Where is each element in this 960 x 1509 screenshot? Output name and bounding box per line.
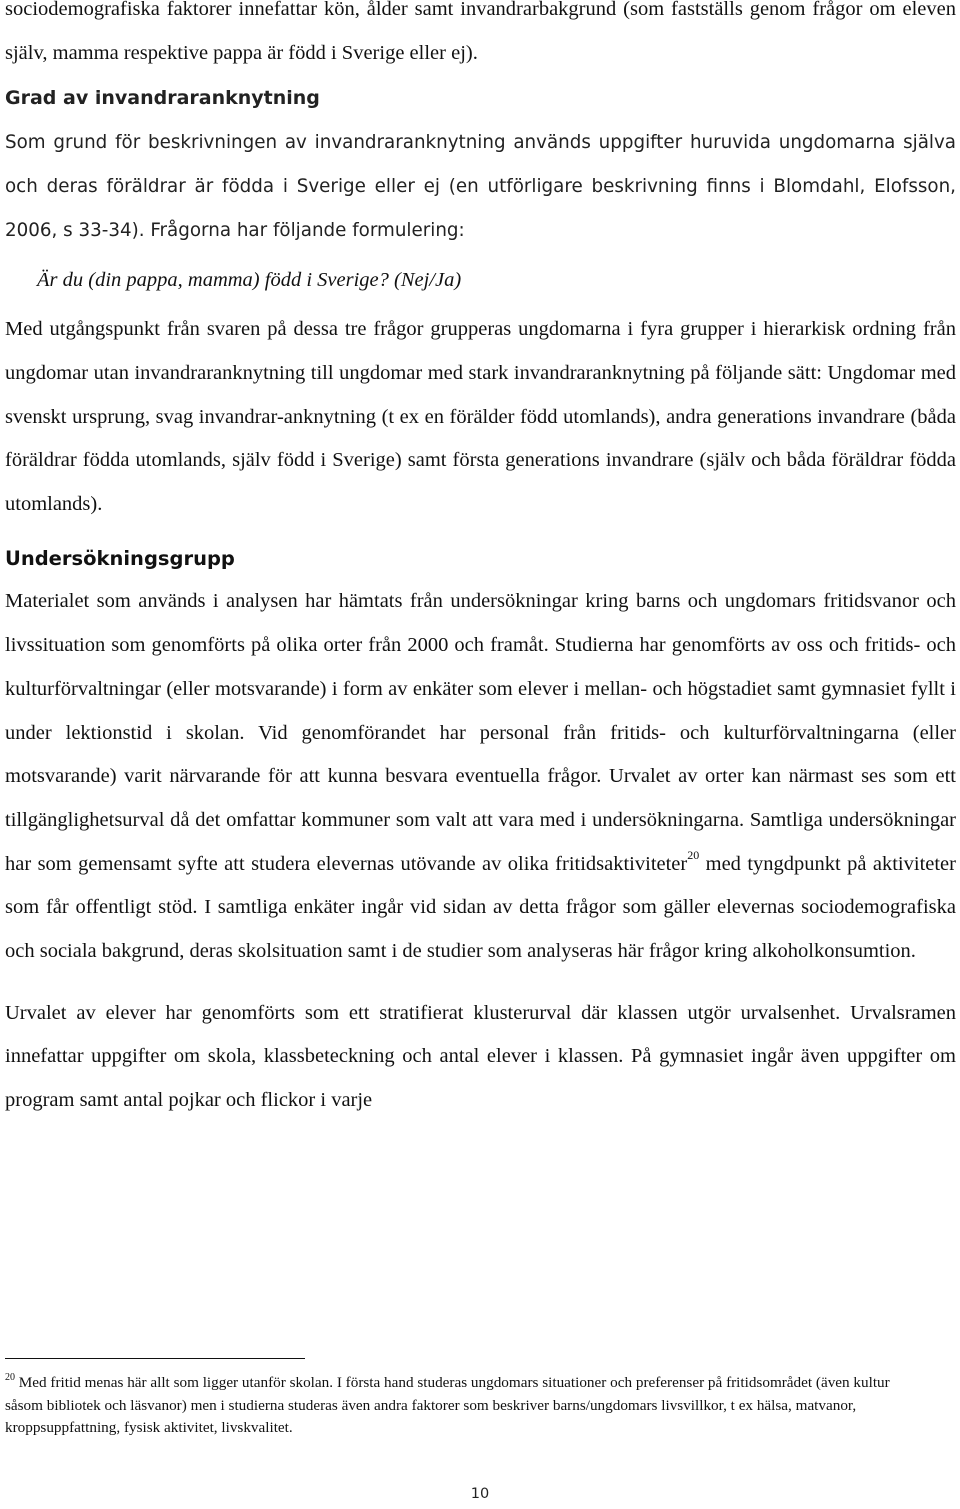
survey-question: Är du (din pappa, mamma) född i Sverige? (Nej/Ja) (37, 269, 462, 292)
paragraph-material-continued: med tyngdpunkt på aktiviteter som får offentligt stöd. I samtliga enkäter ingår vid sidan av detta frågor som gäller elevernas sociodemografiska och sociala bakgrund, deras skolsituation samt i de studier som analyseras här frågor kring alkoholkonsumtion. (5, 852, 956, 963)
page-number: 10 (470, 1486, 490, 1502)
subheading-immigrant-background: Grad av invandraranknytning (5, 87, 320, 110)
paragraph-sample: Urvalet av elever har genomförts som ett stratifierat klusterurval där klassen utgör urvalsenhet. Urvalsramen innefattar uppgifter om skola, klassbeteckning och antal elever i klassen. På gymnasiet ingår även uppgifter om program samt antal pojkar och flickor i varje (5, 1001, 956, 1112)
footnote-reference[interactable]: 20 (687, 847, 700, 862)
paragraph-grade-part2: Frågorna har följande formulering: (150, 219, 465, 241)
footnote (5, 1372, 925, 1440)
section-heading-study-group: Undersökningsgrupp (5, 546, 235, 570)
paragraph-grade-part1: Som grund för beskrivningen av invandraranknytning används uppgifter huruvida ungdomarna själva och deras föräldrar är födda i Sverige eller ej (en utförligare beskrivning finns i Blomdahl, Elofsson, 2006, s 33-34). (5, 132, 956, 241)
paragraph-immigrant-background (5, 121, 956, 252)
paragraph-material-text: Materialet som används i analysen har hämtats från undersökningar kring barns och ungdomars fritidsvanor och livssituation som genomförts på olika orter från 2000 och framåt. Studierna har genomförts av oss och fritids- och kulturförvaltningar (eller motsvarande) i form av enkäter som elever i mellan- och högstadiet samt gymnasiet fyllt i under lektionstid i skolan. Vid genomförandet har personal från fritids- och kulturförvaltningarna (eller motsvarande) varit närvarande för att kunna besvara eventuella frågor. Urvalet av orter kan närmast ses som ett tillgänglighetsurval då det omfattar kommuner som valt att vara med i undersökningarna. Samtliga undersökningar har som gemensamt syfte att studera elevernas utövande av olika fritidsaktiviteter (5, 590, 956, 875)
paragraph-material (5, 580, 956, 973)
document-page (5, 0, 956, 1123)
footnote-number: 20 (5, 1372, 15, 1383)
footnote-separator (5, 1358, 305, 1359)
intro-paragraph: sociodemografiska faktorer innefattar kön, ålder samt invandrarbakgrund (som fastställs genom frågor om eleven själv, mamma respektive pappa är född i Sverige eller ej). (5, 0, 956, 64)
paragraph-groups: Med utgångspunkt från svaren på dessa tre frågor grupperas ungdomarna i fyra grupper i hierarkisk ordning från ungdomar utan invandraranknytning till ungdomar med stark invandraranknytning på följande sätt: Ungdomar med svenskt ursprung, svag invandrar-anknytning (t ex en förälder född utomlands), andra generations invandrare (båda föräldrar födda utomlands, själv född i Sverige) samt första generations invandrare (själv och båda föräldrar födda utomlands). (5, 318, 956, 516)
footnote-text: Med fritid menas här allt som ligger utanför skolan. I första hand studeras ungdomars situationer och preferenser på fritidsområdet (även kultur såsom bibliotek och läsvanor) men i studierna studeras även andra faktorer som beskriver barns/ungdomars livsvillkor, t ex hälsa, matvanor, kroppsuppfattning, fysisk aktivitet, livskvalitet. (5, 1374, 890, 1436)
